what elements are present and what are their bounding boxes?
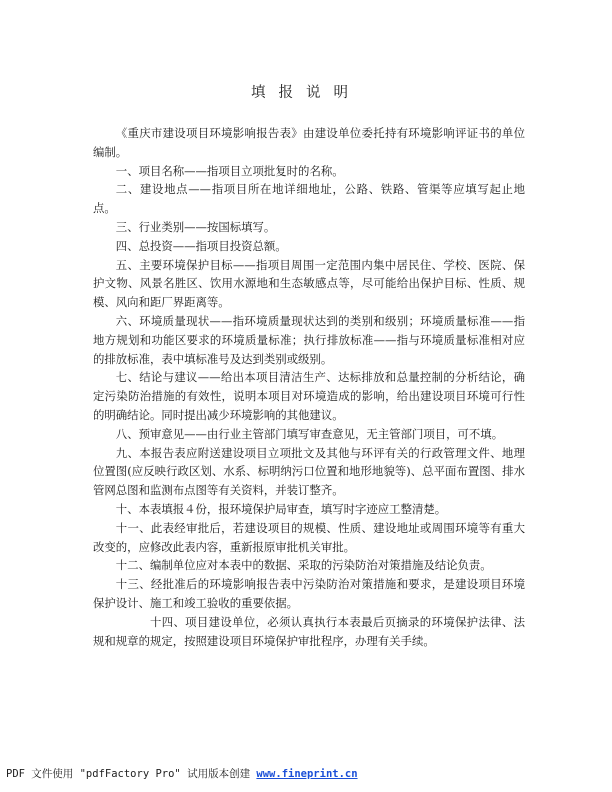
item-protection-targets: 五、主要环境保护目标——指项目周围一定范围内集中居民住、学校、医院、保护文物、风景名胜区、饮用水源地和生态敏感点等，尽可能给出保护目标、性质、规模、风向和距厂界距离等。 <box>93 257 525 310</box>
item-preliminary-review: 八、预审意见——由行业主管部门填写审查意见，无主管部门项目，可不填。 <box>115 426 504 441</box>
item-copies: 十、本表填报４份，报环境保护局审查，填写时字迹应工整清楚。 <box>115 501 447 516</box>
footer-text: PDF 文件使用 "pdfFactory Pro" 试用版本创建 <box>6 768 257 780</box>
item-attachments: 九、本报告表应附送建设项目立项批文及其他与环评有关的行政管理文件、地理位置图(应反映行政区划、水系、标明纳污口位置和地形地貌等)、总平面布置图、排水管网总图和监测布点图等有关资料，并装订整齐。 <box>93 445 525 498</box>
item-total-investment: 四、总投资——指项目投资总额。 <box>115 238 287 253</box>
intro-paragraph: 《重庆市建设项目环境影响报告表》由建设单位委托持有环境影响评证书的单位编制。 <box>93 126 525 159</box>
item-project-name: 一、项目名称——指项目立项批复时的名称。 <box>115 163 344 178</box>
item-conclusions: 七、结论与建议——给出本项目清洁生产、达标排放和总量控制的分析结论，确定污染防治措施的有效性，说明本项目对环境造成的影响，给出建设项目环境可行性的明确结论。同时提出减少环境影响的其他建议。 <box>93 370 525 422</box>
item-compliance: 十四、项目建设单位，必须认真执行本表最后页摘录的环境保护法律、法规和规章的规定，按照建设项目环境保护审批程序，办理有关手续。 <box>93 614 525 648</box>
item-construction-site: 二、建设地点——指项目所在地详细地址，公路、铁路、管渠等应填写起止地点。 <box>93 182 525 216</box>
item-basis: 十三、经批准后的环境影响报告表中污染防治对策措施和要求，是建设项目环境保护设计、施工和竣工验收的重要依据。 <box>93 577 525 610</box>
page-title: 填报说明 <box>251 85 361 101</box>
item-environment-quality: 六、环境质量现状——指环境质量现状达到的类别和级别；环境质量标准——指地方规划和功能区要求的环境质量标准；执行排放标准——指与环境质量标准相对应的排放标准，表中填标准号及达到类别或级别。 <box>93 313 525 366</box>
instructions-body <box>93 124 525 650</box>
item-responsibility: 十二、编制单位应对本表中的数据、采取的污染防治对策措施及结论负责。 <box>115 558 492 573</box>
fineprint-link[interactable]: www.fineprint.cn <box>256 768 358 780</box>
item-industry-category: 三、行业类别——按国标填写。 <box>115 219 276 234</box>
pdf-footer <box>6 766 358 781</box>
item-changes: 十一、此表经审批后，若建设项目的规模、性质、建设地址或周围环境等有重大改变的，应修改此表内容，重新报原审批机关审批。 <box>93 520 525 554</box>
